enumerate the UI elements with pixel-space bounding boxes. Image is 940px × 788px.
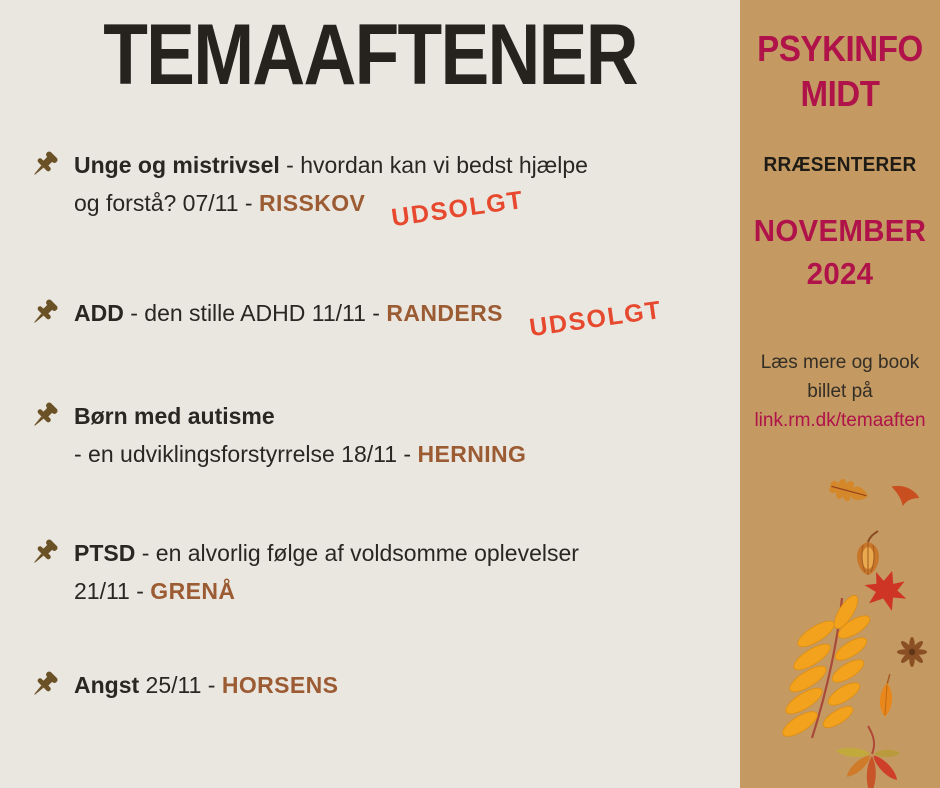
month-line2: 2024 bbox=[806, 256, 874, 292]
event-bold-text: Børn med autisme bbox=[74, 403, 275, 429]
pushpin-icon bbox=[28, 149, 60, 181]
presents-label: RRÆSENTERER bbox=[763, 154, 917, 176]
event-bold-text: Unge og mistrivsel bbox=[74, 152, 280, 178]
event-location-text: HORSENS bbox=[221, 672, 339, 698]
event-location-text: RANDERS bbox=[386, 300, 503, 326]
event-bold-text: ADD bbox=[74, 300, 124, 326]
event-soldout-text: UDSOLGT bbox=[527, 295, 664, 343]
event-normal-text: 21/11 - bbox=[74, 578, 151, 604]
event-text bbox=[74, 397, 526, 473]
pushpin-icon bbox=[28, 669, 60, 701]
booking-info-line2: billet på bbox=[807, 381, 873, 403]
event-item bbox=[28, 534, 579, 610]
event-line bbox=[74, 435, 526, 473]
event-line bbox=[74, 294, 664, 343]
event-text bbox=[74, 666, 338, 704]
event-location-text: RISSKOV bbox=[258, 190, 366, 216]
event-normal-text: 25/11 - bbox=[139, 672, 222, 698]
event-item bbox=[28, 294, 664, 343]
poster-title: TEMAAFTENER bbox=[103, 7, 637, 103]
booking-link[interactable]: link.rm.dk/temaaften bbox=[754, 409, 926, 431]
brand-line1: PSYKINFO bbox=[757, 28, 923, 69]
brand-title bbox=[748, 26, 932, 116]
maple-fragment-icon bbox=[887, 484, 921, 510]
event-normal-text: - en udviklingsforstyrrelse 18/11 - bbox=[74, 441, 418, 467]
small-leaf-icon bbox=[879, 674, 894, 718]
oak-leaf-icon bbox=[827, 476, 870, 506]
physalis-icon bbox=[857, 531, 879, 575]
pushpin-icon bbox=[28, 400, 60, 432]
event-bold-text: Angst bbox=[74, 672, 140, 698]
event-normal-text: - hvordan kan vi bedst hjælpe bbox=[279, 152, 588, 178]
event-bold-text: PTSD bbox=[74, 540, 136, 566]
rowan-leaf-icon bbox=[779, 592, 873, 741]
autumn-leaves-illustration bbox=[740, 438, 940, 788]
creeper-leaf-icon bbox=[836, 726, 900, 788]
event-item bbox=[28, 666, 338, 704]
brand-line2: MIDT bbox=[800, 73, 880, 114]
event-normal-text: og forstå? 07/11 - bbox=[74, 190, 259, 216]
event-location-text: GRENÅ bbox=[150, 578, 236, 604]
event-normal-text: - den stille ADHD 11/11 - bbox=[123, 300, 387, 326]
event-normal-text: - en alvorlig følge af voldsomme oplevelser bbox=[135, 540, 579, 566]
star-anise-icon bbox=[897, 637, 927, 667]
event-item bbox=[28, 397, 526, 473]
event-item bbox=[28, 146, 588, 233]
pushpin-icon bbox=[28, 537, 60, 569]
event-line bbox=[74, 572, 579, 610]
event-location-text: HERNING bbox=[417, 441, 527, 467]
event-line bbox=[74, 666, 338, 704]
booking-info bbox=[740, 348, 940, 407]
event-text bbox=[74, 146, 588, 233]
event-text bbox=[74, 534, 579, 610]
event-line bbox=[74, 146, 588, 184]
month-line1: NOVEMBER bbox=[753, 213, 927, 248]
event-text bbox=[74, 294, 664, 343]
sidebar-panel bbox=[740, 0, 940, 788]
event-line bbox=[74, 184, 588, 233]
pushpin-icon bbox=[28, 297, 60, 329]
event-line bbox=[74, 534, 579, 572]
event-soldout-text: UDSOLGT bbox=[389, 185, 527, 233]
event-line bbox=[74, 397, 526, 435]
events-list bbox=[28, 0, 718, 788]
month-title bbox=[745, 209, 935, 296]
booking-info-line1: Læs mere og book bbox=[760, 351, 920, 373]
